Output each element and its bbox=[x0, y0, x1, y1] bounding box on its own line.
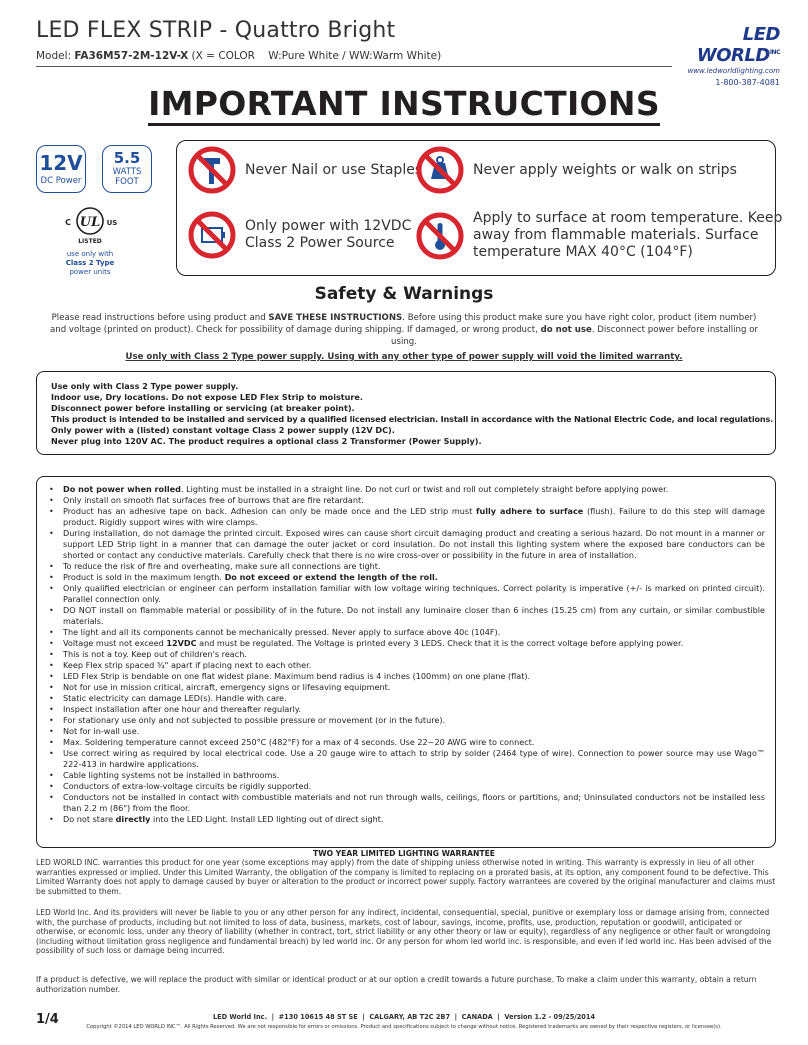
list-item: • Only qualified electrician or engineer can perform installation familiar with low voltage wiring techniques. Correct polarity is imperative (+/- is marked on printed circuit). Parallel connection only. bbox=[47, 583, 765, 605]
intro-text-3: . Disconnect power before installing or using. bbox=[391, 325, 758, 347]
warranty-paragraph-3: If a product is defective, we will replace the product with similar or identical product or at our option a credit towards a future purchase. To make a claim under this warranty, obtain a return authorization number. bbox=[36, 975, 757, 994]
voltage-label: DC Power bbox=[40, 176, 82, 186]
warning-power-source bbox=[187, 210, 411, 260]
intro-do-not-use: do not use bbox=[540, 325, 592, 335]
ul-c-mark: C bbox=[65, 218, 71, 227]
intro-save-instructions: SAVE THESE INSTRUCTIONS bbox=[268, 313, 403, 323]
intro-text-1: Please read instructions before using product and bbox=[51, 313, 269, 323]
led-world-logo bbox=[672, 24, 780, 87]
list-item: • Product has an adhesive tape on back. Adhesion can only be made once and the LED strip must fully adhere to surface (flush). Failure to do this step will damage product. Rigidly support wires with wire clamps. bbox=[47, 506, 765, 528]
warning-temp-line-2: away from flammable materials. Surface bbox=[473, 227, 759, 243]
installation-bullets-box bbox=[36, 476, 776, 848]
ul-note-line-3: power units bbox=[69, 268, 111, 276]
list-item: • For stationary use only and not subjected to possible pressure or movement (or in the future). bbox=[47, 715, 765, 726]
key-rule: Use only with Class 2 Type power supply. bbox=[51, 381, 239, 391]
warranty-title: TWO YEAR LIMITED LIGHTING WARRANTEE bbox=[313, 849, 495, 858]
warning-no-nail bbox=[187, 145, 422, 195]
model-suffix: (X = COLOR W:Pure White / WW:Warm White) bbox=[188, 50, 442, 62]
main-title-text: IMPORTANT INSTRUCTIONS bbox=[148, 84, 660, 126]
main-title bbox=[0, 84, 808, 123]
list-item: • Do not power when rolled. Lighting must be installed in a straight line. Do not curl or twist and roll out completely straight before applying power. bbox=[47, 484, 765, 495]
list-item: • LED Flex Strip is bendable on one flat widest plane. Maximum bend radius is 4 inches (100mm) on one plane (flat). bbox=[47, 671, 765, 682]
logo-tm: INC bbox=[769, 49, 780, 56]
ul-listed-text: LISTED bbox=[78, 238, 102, 245]
ul-note-line-2: Class 2 Type bbox=[65, 259, 115, 267]
list-item: • DO NOT install on flammable material or possibility of in the future. Do not install any luminaire closer than 6 inches (15.25 cm) from any curtain, or similar combustible materials. bbox=[47, 605, 765, 627]
list-item: • Voltage must not exceed 12VDC and must be regulated. The Voltage is printed every 3 LEDS. Check that it is the correct voltage before applying power. bbox=[47, 638, 765, 649]
list-item: • To reduce the risk of fire and overheating, make sure all connections are tight. bbox=[47, 561, 765, 572]
list-item: • Max. Soldering temperature cannot exceed 250°C (482°F) for a max of 4 seconds. Use 22~20 AWG wire to connect. bbox=[47, 737, 765, 748]
list-item: • Only install on smooth flat surfaces free of burrows that are fire retardant. bbox=[47, 495, 765, 506]
model-number: FA36M57-2M-12V-X bbox=[74, 50, 189, 62]
model-line bbox=[36, 50, 441, 62]
logo-wordmark bbox=[672, 24, 780, 66]
list-item: • Do not stare directly into the LED Light. Install LED lighting out of direct sight. bbox=[47, 814, 765, 825]
list-item: • Conductors of extra-low-voltage circuits be rigidly supported. bbox=[47, 781, 765, 792]
installation-bullet-list bbox=[47, 484, 765, 825]
list-item: • Cable lighting systems not be installed in bathrooms. bbox=[47, 770, 765, 781]
intro-text-2: . Before using this product make sure you have right color, product (item number) and voltage (printed on product). Check for possibility of damage during shipping. If damaged, or wrong product, bbox=[50, 313, 757, 335]
logo-url: www.ledworldlighting.com bbox=[687, 67, 780, 75]
key-rule: Never plug into 120V AC. The product requires a optional class 2 Transformer (Power Supply). bbox=[51, 436, 482, 446]
product-title: LED FLEX STRIP - Quattro Bright bbox=[36, 18, 396, 43]
warning-no-weight bbox=[415, 145, 737, 195]
svg-text:UL: UL bbox=[79, 215, 101, 230]
ul-note-line-1: use only with bbox=[66, 250, 114, 258]
no-heat-thermometer-icon bbox=[415, 211, 465, 261]
model-label: Model: bbox=[36, 50, 75, 62]
safety-warnings-title: Safety & Warnings bbox=[314, 284, 494, 304]
list-item: • Keep Flex strip spaced ¾" apart if placing next to each other. bbox=[47, 660, 765, 671]
list-item: • The light and all its components cannot be mechanically pressed. Never apply to surface above 40c (104F). bbox=[47, 627, 765, 638]
list-item: • This is not a toy. Keep out of children's reach. bbox=[47, 649, 765, 660]
key-rule: This product is intended to be installed and serviced by a qualified licensed electrician. Install in accordance with the National Electric Code, and local regulations. bbox=[51, 414, 774, 424]
no-hammer-icon bbox=[187, 145, 237, 195]
intro-class2-warning: Use only with Class 2 Type power supply. Using with any other type of power supply will void the limited warranty. bbox=[125, 352, 683, 362]
header-divider bbox=[36, 66, 672, 67]
ul-us-mark: US bbox=[106, 219, 118, 227]
watts-label-2: FOOT bbox=[115, 177, 139, 187]
footer-copyright: Copyright ©2014 LED WORLD INC™. All Rights Reserved. We are not responsible for errors or omissions. Product and specifications subject to change without notice. Registered trademarks are owned by their respective registers, or licensee(s). bbox=[86, 1024, 722, 1030]
watts-value: 5.5 bbox=[113, 149, 141, 167]
list-item: • Inspect installation after one hour and thereafter regularly. bbox=[47, 704, 765, 715]
list-item: • Not for in-wall use. bbox=[47, 726, 765, 737]
list-item: • Static electricity can damage LED(s). Handle with care. bbox=[47, 693, 765, 704]
warning-temp-text bbox=[473, 210, 782, 261]
warning-temp-line-3: temperature MAX 40°C (104°F) bbox=[473, 244, 693, 260]
watts-label-1: WATTS bbox=[112, 167, 142, 177]
list-item: • Not for use in mission critical, aircraft, emergency signs or lifesaving equipment. bbox=[47, 682, 765, 693]
list-item: • Conductors not be installed in contact with combustible materials and not run through walls, ceilings, floors or partitions, and; Uninsulated conductors not be installed less than 2.2 m (86") from the floor. bbox=[47, 792, 765, 814]
no-weight-icon bbox=[415, 145, 465, 195]
intro-paragraph bbox=[44, 312, 764, 363]
warning-temp-line-1: Apply to surface at room temperature. Keep bbox=[473, 210, 783, 226]
warning-nail-text: Never Nail or use Staples bbox=[245, 161, 423, 178]
no-battery-icon bbox=[187, 210, 237, 260]
warning-power-text bbox=[245, 218, 411, 252]
key-rule: Only power with a (listed) constant voltage Class 2 power supply (12V DC). bbox=[51, 425, 395, 435]
warning-power-line-2: Class 2 Power Source bbox=[245, 235, 395, 251]
warranty-paragraph-1: LED WORLD INC. warranties this product for one year (some exceptions may apply) from the date of shipping unless otherwise noted in writing. This warranty is expressly in lieu of all other warranties expressed or implied. Under this Limited Warranty, the obligation of the company is limited to replacing on a prorated basis, at its option, any component found to be defective. This Limited Warranty does not apply to damage caused by buyer or alteration to the product or incorrect power supply. Factory warrantees are covered by the original manufacturer and claims must be submitted to them. bbox=[36, 858, 776, 896]
watts-badge bbox=[102, 145, 152, 193]
phone-number: 1-800-387-4081 bbox=[715, 78, 780, 87]
logo-text: LED WORLD bbox=[696, 24, 780, 66]
key-rule: Disconnect power before installing or servicing (at breaker point). bbox=[51, 403, 355, 413]
voltage-value: 12V bbox=[39, 151, 83, 175]
list-item: • Use correct wiring as required by local electrical code. Use a 20 gauge wire to attach to strip by solder (2464 type of wire). Connection to power source may use Wago™ 222-413 in hardwire applications. bbox=[47, 748, 765, 770]
page-number: 1/4 bbox=[36, 1012, 59, 1027]
footer-address: LED World Inc. | #130 10615 48 ST SE | CALGARY, AB T2C 2B7 | CANADA | Version 1.2 - 09/25/2014 bbox=[212, 1013, 596, 1021]
key-rule: Indoor use, Dry locations. Do not expose LED Flex Strip to moisture. bbox=[51, 392, 363, 402]
warranty-paragraph-2: LED World Inc. And its providers will never be liable to you or any other person for any indirect, incidental, consequential, special, punitive or exemplary loss or damage arising from, connected with, the purchase of products, including but not limited to loss of data, business, markets, cost of labour, savings, income, profits, use, production, reputation or goodwill, anticipated or otherwise, or economic loss, under any theory of liability (whether in contract, tort, strict liability or any other theory or law or equity), regardless of any negligence or other fault or wrongdoing (including without limitation gross negligence and fundamental breach) by led world inc. Or any person for whom led world inc. is responsible, and even if led world inc. Has been advised of the possibility of such loss or damage being incurred. bbox=[36, 908, 772, 956]
warning-weight-text: Never apply weights or walk on strips bbox=[473, 161, 737, 178]
list-item: • Product is sold in the maximum length. Do not exceed or extend the length of the roll. bbox=[47, 572, 765, 583]
ul-listed-icon bbox=[62, 206, 118, 246]
key-rules-box bbox=[36, 371, 776, 455]
ul-note bbox=[50, 250, 130, 277]
list-item: • During installation, do not damage the printed circuit. Exposed wires can cause short circuit damaging product and creating a serious hazard. Do not mount in a manner or support LED Strip light in a manner that can damage the outer jacket or cord insulation. Do not install this lighting system where the exposed bare conductors can be shorted or contact any conductive materials. Carefully check that there is no wire cross-over or possibility in the future in area of installation. bbox=[47, 528, 765, 561]
voltage-badge bbox=[36, 145, 86, 193]
warning-temperature bbox=[415, 210, 782, 261]
warning-power-line-1: Only power with 12VDC bbox=[245, 218, 412, 234]
